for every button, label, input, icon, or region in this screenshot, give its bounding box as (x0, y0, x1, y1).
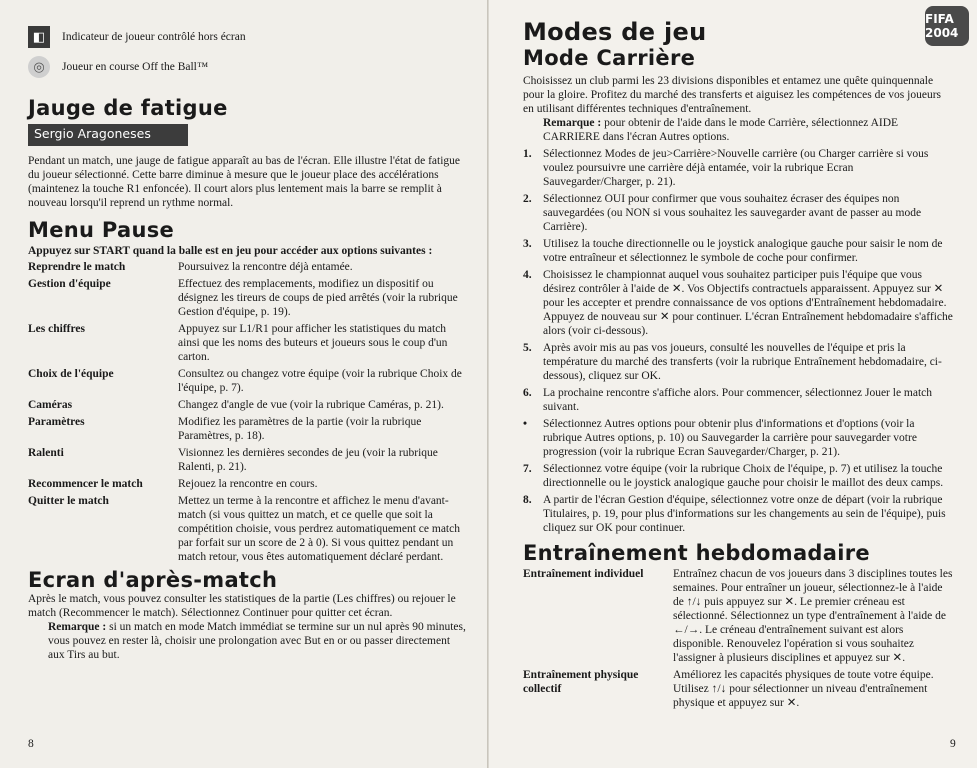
option-row (28, 260, 468, 274)
step-text: Utilisez la touche directionnelle ou le joystick analogique gauche pour saisir le nom de votre entraîneur et sélectionnez le symbole de coche pour confirmer. (543, 238, 943, 264)
step-number: 5. (523, 342, 532, 354)
option-desc: Changez d'angle de vue (voir la rubrique Caméras, p. 21). (178, 399, 444, 411)
option-key: Quitter le match (28, 495, 109, 507)
step-number: 7. (523, 463, 532, 475)
option-desc: Rejouez la rencontre en cours. (178, 478, 318, 490)
option-key: Choix de l'équipe (28, 368, 114, 380)
list-item (523, 237, 953, 265)
icon-row-label: Indicateur de joueur contrôlé hors écran (62, 31, 246, 43)
training-row (523, 567, 953, 665)
option-desc: Mettez un terme à la rencontre et affichez le menu d'avant-match (si vous quittez un match, et ce quelle que soit la compétition choisie, vous perdrez automatiquement ce match par forfait sur un score de 2 à 0). Si vous quittez pendant un match retour, vous êtes automatiquement déclaré perdant. (178, 495, 460, 563)
training-title: Entraînement hebdomadaire (523, 541, 870, 565)
option-desc: Modifiez les paramètres de la partie (voir la rubrique Paramètres, p. 18). (178, 416, 422, 442)
page-number-right: 9 (950, 738, 956, 750)
list-item (523, 147, 953, 189)
step-number: 4. (523, 269, 532, 281)
step-text: La prochaine rencontre s'affiche alors. Pour commencer, sélectionnez Jouer le match suivant. (543, 387, 933, 413)
offball-run-icon: ◎ (28, 56, 50, 78)
pause-intro: Appuyez sur START quand la balle est en jeu pour accéder aux options suivantes : (28, 245, 433, 257)
icon-row-offball (28, 52, 468, 82)
pause-options (28, 260, 468, 564)
option-row (28, 477, 468, 491)
option-row (28, 494, 468, 564)
option-row (28, 322, 468, 364)
option-row (28, 367, 468, 395)
step-number: 1. (523, 148, 532, 160)
note-text: pour obtenir de l'aide dans le mode Carrière, sélectionnez AIDE CARRIERE dans l'écran Autres options. (543, 117, 899, 143)
step-number: 6. (523, 387, 532, 399)
option-key: Reprendre le match (28, 261, 126, 273)
step-text: Sélectionnez votre équipe (voir la rubrique Choix de l'équipe, p. 7) et utilisez la touche directionnelle ou le joystick analogique gauche pour choisir le maillot des deux camps. (543, 463, 944, 489)
step-text: Sélectionnez Autres options pour obtenir plus d'informations et d'options (voir la rubrique Autres options, p. 10) ou Sauvegarder la carrière pour sauvegarder votre progression (voir la rubrique Ecran Sauvegarder/Charger, p. 21). (543, 418, 917, 458)
training-desc: Améliorez les capacités physiques de toute votre équipe. Utilisez ↑/↓ pour sélectionner un niveau d'entraînement physique et appuyez sur ✕. (673, 669, 934, 709)
fifa-logo: FIFA 2004 (925, 6, 969, 46)
fatigue-bar (28, 143, 188, 146)
step-number: 3. (523, 238, 532, 250)
training-row (523, 668, 953, 710)
after-match-title: Ecran d'après-match (28, 568, 278, 592)
fatigue-body: Pendant un match, une jauge de fatigue apparaît au bas de l'écran. Elle illustre l'état de fatigue du joueur sélectionné. Cette barre diminue à mesure que le joueur place des accélérations (maintenez la touche R1 enfoncée). Il court alors plus lentement mais la barre se remplit à nouveau lorsqu'il reprend un rythme normal. (28, 155, 461, 209)
step-number: 8. (523, 494, 532, 506)
option-desc: Effectuez des remplacements, modifiez un dispositif ou désignez les tireurs de coups de pied arrêtés (voir la rubrique Gestion d'équipe, p. 19). (178, 278, 458, 318)
list-item (523, 341, 953, 383)
note-text: si un match en mode Match immédiat se termine sur un nul après 90 minutes, vous pouvez en rester là, choisir une prolongation avec But en or ou passer directement aux Tirs au but. (48, 621, 466, 661)
option-row (28, 415, 468, 443)
option-desc: Visionnez les dernières secondes de jeu (voir la rubrique Ralenti, p. 21). (178, 447, 438, 473)
option-key: Les chiffres (28, 323, 85, 335)
player-name-banner: Sergio Aragoneses (28, 124, 188, 143)
career-note (523, 116, 953, 144)
career-intro: Choisissez un club parmi les 23 divisions disponibles et entamez une quête quinquennale pour la gloire. Profitez du marché des transferts et aiguisez les compétences de vos joueurs en utilisant différentes techniques d'entraînement. (523, 75, 942, 115)
step-number: • (523, 418, 528, 430)
list-item (523, 192, 953, 234)
career-title: Mode Carrière (523, 46, 696, 70)
right-content (523, 18, 953, 713)
fatigue-title: Jauge de fatigue (28, 96, 228, 120)
after-match-body: Après le match, vous pouvez consulter les statistiques de la partie (Les chiffres) ou rejouer le match (Recommencer le match). Sélectionnez Continuer pour quitter cet écran. (28, 593, 456, 619)
page-number-left: 8 (28, 738, 34, 750)
icon-row-label: Joueur en course Off the Ball™ (62, 61, 209, 73)
step-text: A partir de l'écran Gestion d'équipe, sélectionnez votre onze de départ (voir la rubrique Titulaires, p. 19, pour plus d'informations sur les changements au sein de l'équipe), puis cliquez sur OK pour continuer. (543, 494, 946, 534)
after-match-note (28, 620, 468, 662)
option-row (28, 277, 468, 319)
step-text: Choisissez le championnat auquel vous souhaitez participer puis l'équipe que vous désirez contrôler à l'aide de ✕. Vos Objectifs contractuels apparaissent. Appuyez sur ✕ pour les accepter et prendre connaissance de vos options d'Entraînement hebdomadaire. Appuyez de nouveau sur ✕ pour continuer. L'écran Entraînement hebdomadaire s'affiche alors (voir ci-dessous). (543, 269, 953, 337)
training-desc: Entraînez chacun de vos joueurs dans 3 disciplines toutes les semaines. Pour entraîner un joueur, sélectionnez-le à l'aide de ↑/↓ puis appuyez sur ✕. Le premier créneau est sélectionné. Sélectionnez un type d'entraînement à l'aide de ←/→. Le créneau d'entraînement suivant est alors disponible. Renouvelez l'opération si vous souhaitez l'assigner à plusieurs disciplines et appuyez sur ✕. (673, 568, 953, 664)
page-title: Modes de jeu (523, 18, 707, 46)
controller-off-icon: ◧ (28, 26, 50, 48)
list-item (523, 493, 953, 535)
option-row (28, 398, 468, 412)
option-desc: Consultez ou changez votre équipe (voir la rubrique Choix de l'équipe, p. 7). (178, 368, 462, 394)
list-item (523, 386, 953, 414)
left-content (28, 22, 468, 662)
training-table (523, 567, 953, 710)
training-key: Entraînement physique collectif (523, 669, 639, 695)
option-key: Paramètres (28, 416, 85, 428)
career-steps (523, 147, 953, 535)
list-item (523, 417, 953, 459)
training-key: Entraînement individuel (523, 568, 644, 580)
step-text: Sélectionnez OUI pour confirmer que vous souhaitez écraser des équipes non sauvegardées (ou NON si vous souhaitez les sauvegarder avant de passer au mode Carrière). (543, 193, 922, 233)
step-text: Sélectionnez Modes de jeu>Carrière>Nouvelle carrière (ou Charger carrière si vous voulez poursuivre une carrière déjà entamée, voir la rubrique Ecran Sauvegarder/Charger, p. 21). (543, 148, 929, 188)
left-page (0, 0, 488, 768)
option-row (28, 446, 468, 474)
option-key: Caméras (28, 399, 73, 411)
pause-title: Menu Pause (28, 218, 175, 242)
list-item (523, 462, 953, 490)
option-desc: Poursuivez la rencontre déjà entamée. (178, 261, 353, 273)
option-desc: Appuyez sur L1/R1 pour afficher les statistiques du match ainsi que les noms des buteurs et joueurs sous le coup d'un carton. (178, 323, 448, 363)
option-key: Ralenti (28, 447, 64, 459)
icon-row-offscreen (28, 22, 468, 52)
option-key: Gestion d'équipe (28, 278, 111, 290)
note-label: Remarque : (543, 117, 602, 129)
list-item (523, 268, 953, 338)
step-text: Après avoir mis au pas vos joueurs, consulté les nouvelles de l'équipe et pris la température du marché des transferts (voir la rubrique Entraînement hebdomadaire, ci-dessous), cliquez sur OK. (543, 342, 942, 382)
option-key: Recommencer le match (28, 478, 143, 490)
step-number: 2. (523, 193, 532, 205)
note-label: Remarque : (48, 621, 107, 633)
